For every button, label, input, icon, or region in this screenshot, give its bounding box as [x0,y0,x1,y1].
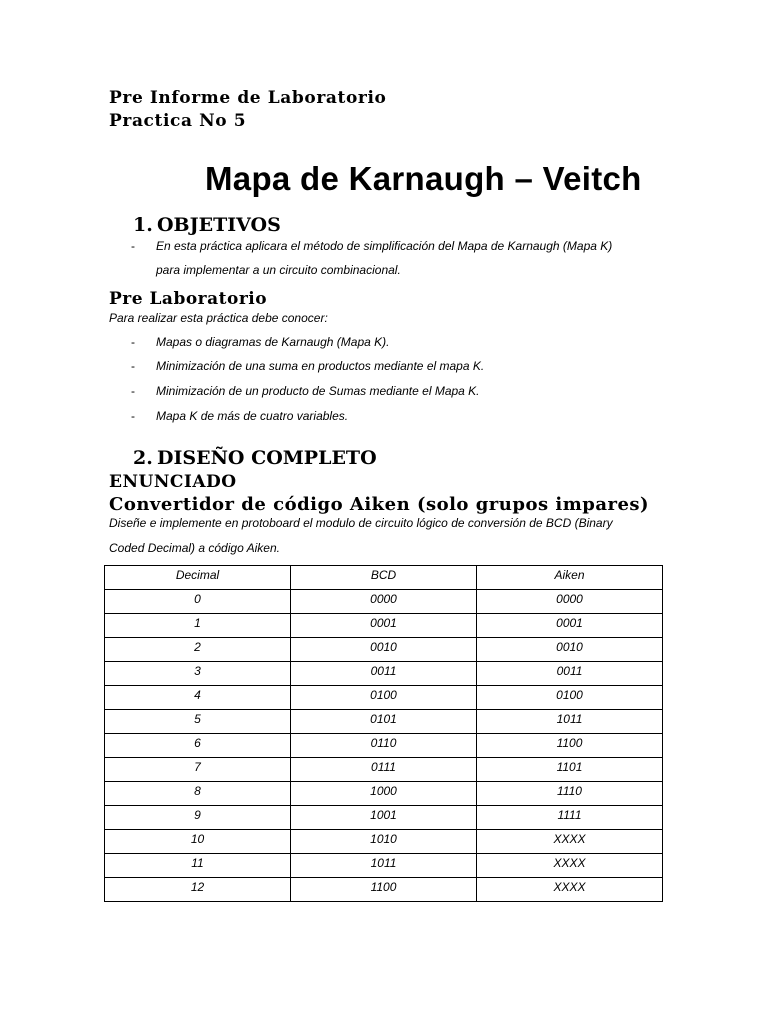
bullet-dash: - [131,409,135,423]
bullet-dash: - [131,384,135,398]
cell-bcd: 0010 [291,638,477,662]
cell-bcd: 0110 [291,734,477,758]
report-header-line2: Practica No 5 [109,111,247,131]
prelab-item: Mapas o diagramas de Karnaugh (Mapa K). [156,335,390,349]
cell-aiken: 0010 [477,638,663,662]
cell-aiken: 1111 [477,806,663,830]
table-row [105,734,663,758]
cell-decimal: 1 [105,614,291,638]
cell-decimal: 10 [105,830,291,854]
prelab-item: Minimización de un producto de Sumas mediante el Mapa K. [156,384,480,398]
header-cell-bcd: BCD [291,566,477,590]
table-header-row [105,566,663,590]
prelab-intro: Para realizar esta práctica debe conocer: [109,311,328,325]
bullet-dash: - [131,239,135,253]
table-row [105,662,663,686]
table-row [105,590,663,614]
cell-aiken: XXXX [477,854,663,878]
table-row [105,614,663,638]
table-row [105,878,663,902]
cell-decimal: 8 [105,782,291,806]
cell-decimal: 12 [105,878,291,902]
cell-bcd: 0000 [291,590,477,614]
diseno-desc-line1: Diseñe e implemente en protoboard el modulo de circuito lógico de conversión de BCD (Binary [109,516,613,530]
cell-decimal: 4 [105,686,291,710]
cell-decimal: 0 [105,590,291,614]
cell-bcd: 0001 [291,614,477,638]
table-row [105,806,663,830]
cell-aiken: XXXX [477,878,663,902]
table-row [105,710,663,734]
bullet-dash: - [131,359,135,373]
cell-bcd: 1011 [291,854,477,878]
cell-bcd: 0100 [291,686,477,710]
cell-aiken: 0100 [477,686,663,710]
cell-aiken: 0001 [477,614,663,638]
enunciado-heading: ENUNCIADO [109,472,237,492]
cell-bcd: 1100 [291,878,477,902]
cell-bcd: 1010 [291,830,477,854]
cell-decimal: 2 [105,638,291,662]
section-diseno-heading [133,447,377,469]
prelab-item: Minimización de una suma en productos mediante el mapa K. [156,359,485,373]
cell-aiken: 1100 [477,734,663,758]
section-title: OBJETIVOS [157,214,281,236]
table-row [105,830,663,854]
section-objetivos-heading [133,214,281,236]
table-row [105,758,663,782]
cell-decimal: 7 [105,758,291,782]
diseno-desc-line2: Coded Decimal) a código Aiken. [109,541,280,555]
section-number: 1. [133,214,153,236]
table-row [105,638,663,662]
objetivos-text-line2: para implementar a un circuito combinacional. [156,263,401,277]
table-row [105,854,663,878]
header-cell-decimal: Decimal [105,566,291,590]
cell-aiken: 1110 [477,782,663,806]
cell-aiken: 0011 [477,662,663,686]
cell-bcd: 1001 [291,806,477,830]
objetivos-text-line1: En esta práctica aplicara el método de simplificación del Mapa de Karnaugh (Mapa K) [156,239,613,253]
cell-bcd: 1000 [291,782,477,806]
code-table [104,565,663,902]
cell-aiken: 0000 [477,590,663,614]
table-row [105,686,663,710]
cell-aiken: XXXX [477,830,663,854]
cell-decimal: 5 [105,710,291,734]
cell-aiken: 1011 [477,710,663,734]
cell-decimal: 6 [105,734,291,758]
header-cell-aiken: Aiken [477,566,663,590]
converter-subtitle: Convertidor de código Aiken (solo grupos impares) [109,494,650,515]
cell-bcd: 0011 [291,662,477,686]
cell-decimal: 3 [105,662,291,686]
page-title: Mapa de Karnaugh – Veitch [205,160,642,197]
bullet-dash: - [131,335,135,349]
section-title: DISEÑO COMPLETO [157,447,377,469]
cell-aiken: 1101 [477,758,663,782]
section-number: 2. [133,447,153,469]
cell-decimal: 11 [105,854,291,878]
cell-bcd: 0101 [291,710,477,734]
report-header-line1: Pre Informe de Laboratorio [109,88,387,108]
cell-decimal: 9 [105,806,291,830]
cell-bcd: 0111 [291,758,477,782]
table-row [105,782,663,806]
prelab-item: Mapa K de más de cuatro variables. [156,409,349,423]
prelab-heading: Pre Laboratorio [109,289,268,309]
